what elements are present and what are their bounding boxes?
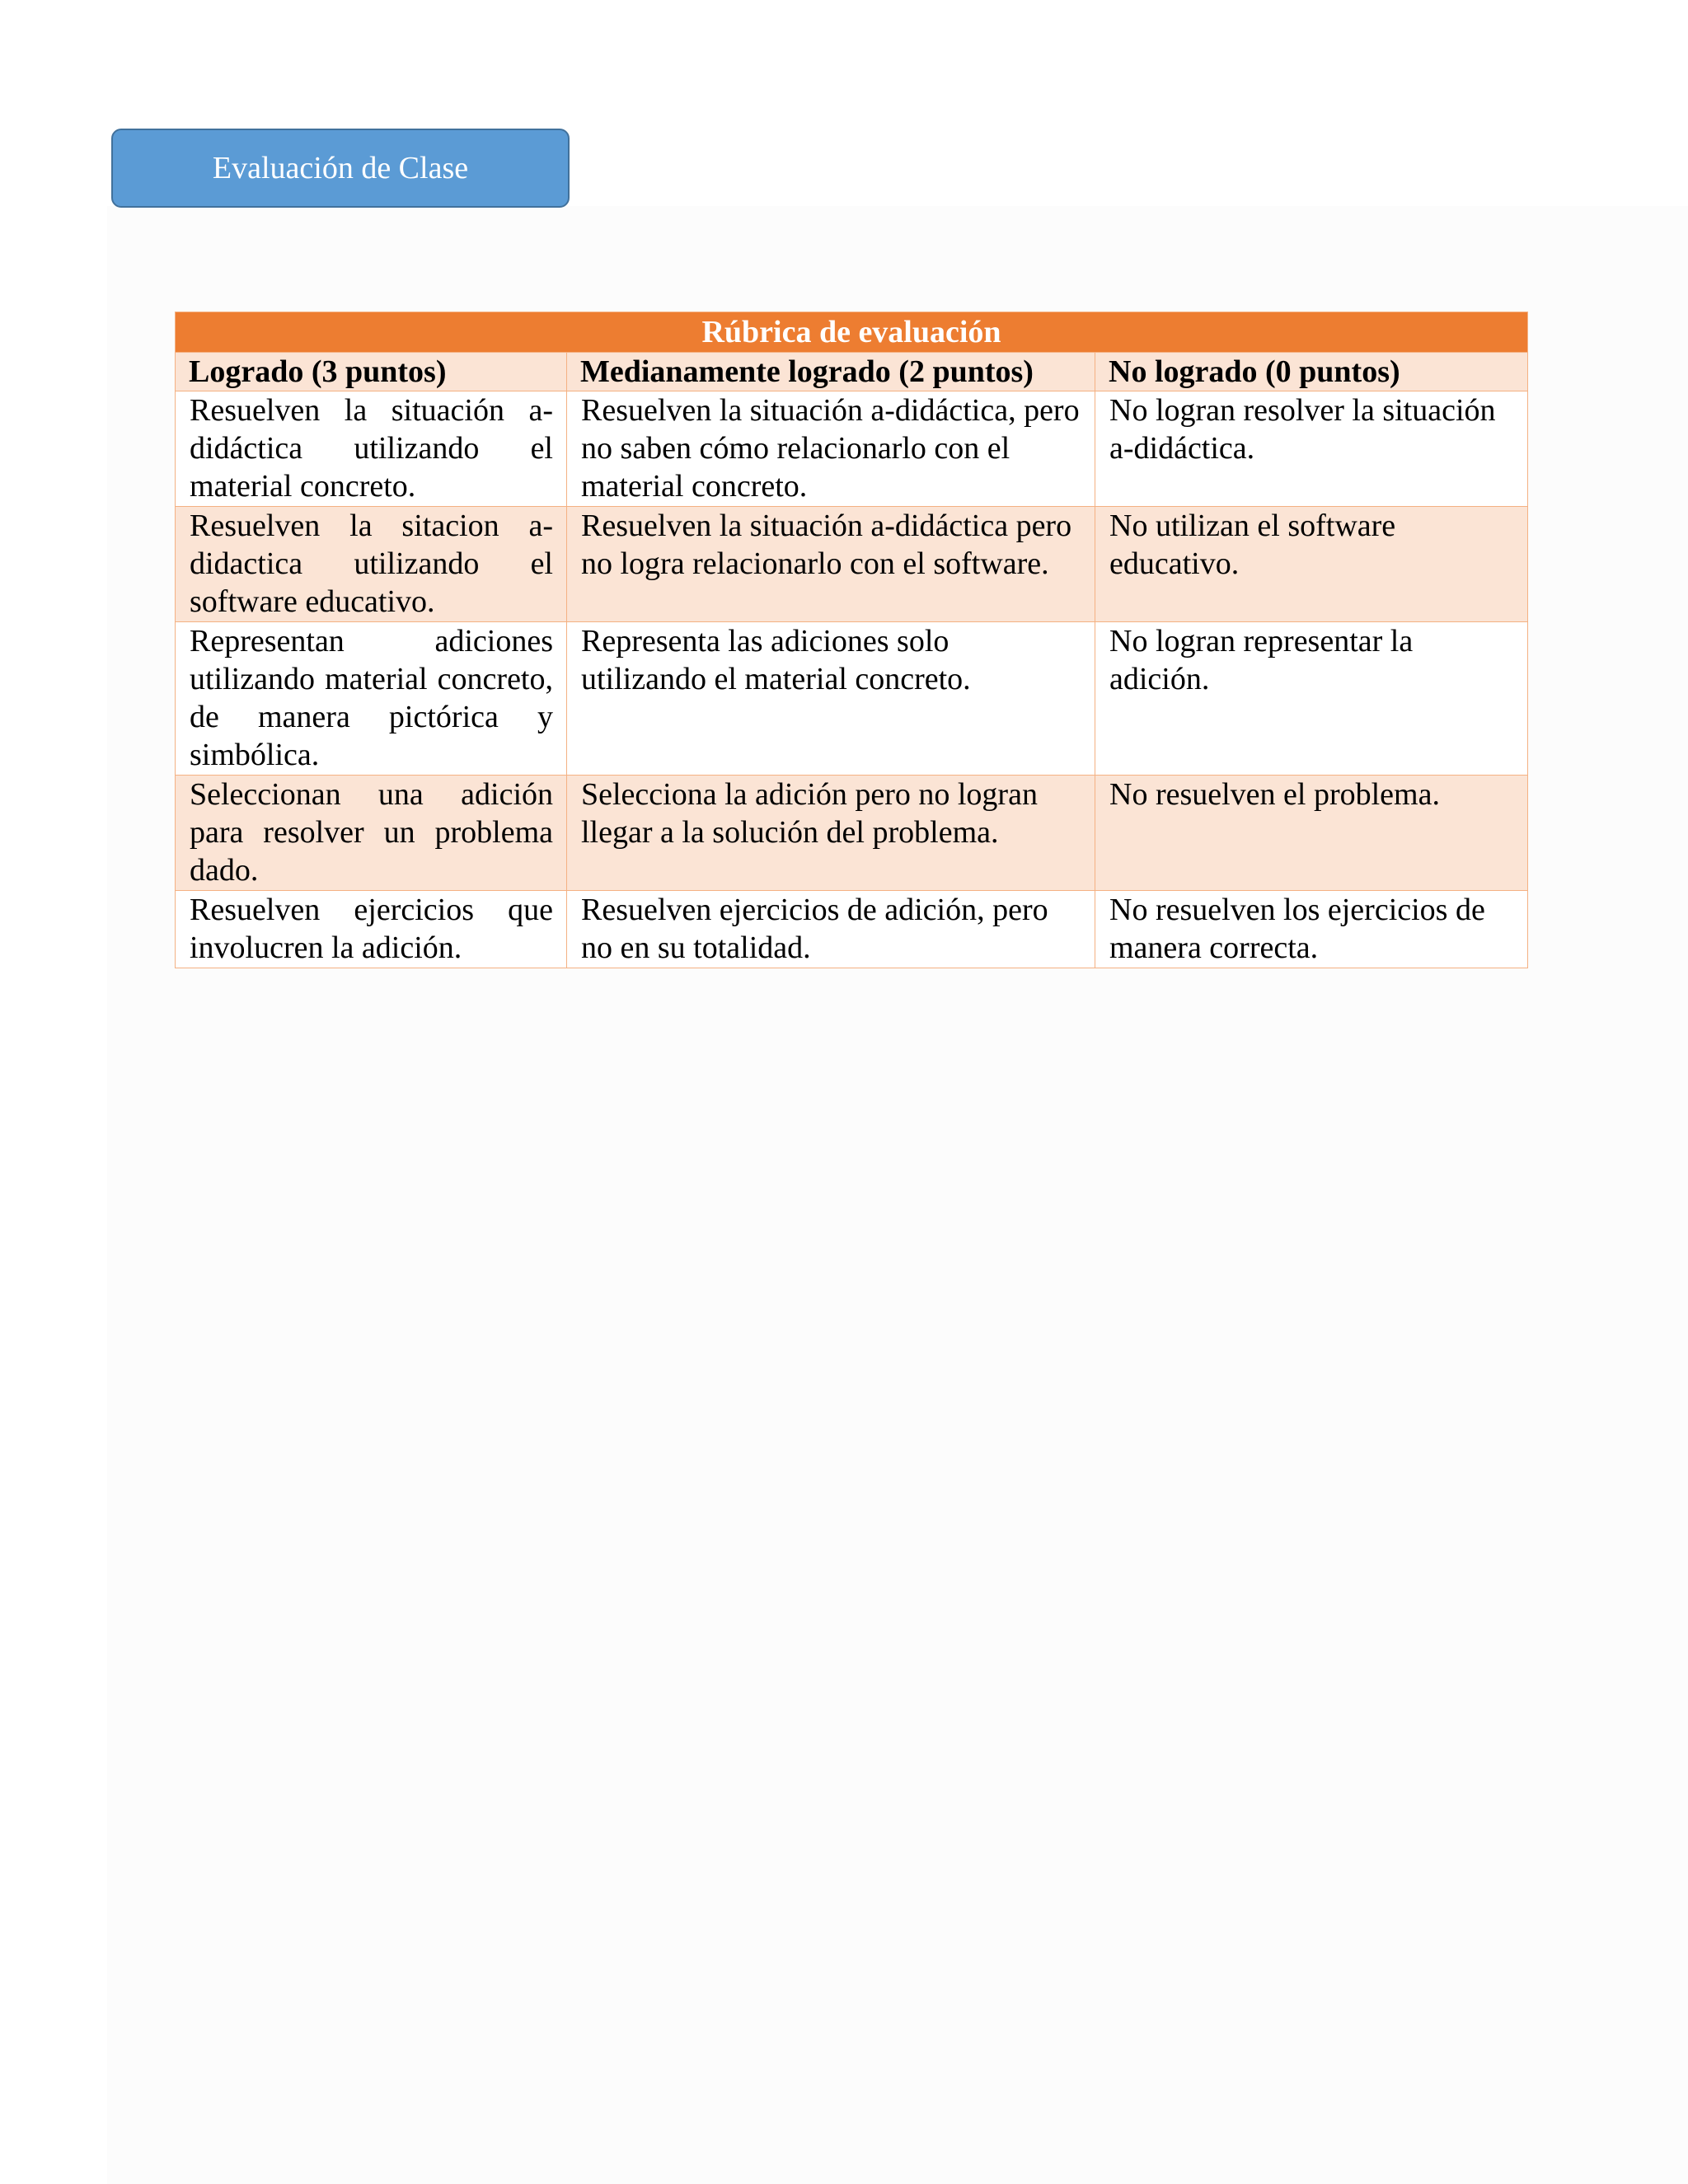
table-cell: No resuelven los ejercicios de manera correcta.	[1095, 891, 1528, 968]
table-cell: No logran resolver la situación a-didáctica.	[1095, 391, 1528, 507]
table-row	[176, 507, 1528, 622]
rubric-header-row	[176, 353, 1528, 391]
table-cell: Representan adiciones utilizando material concreto, de manera pictórica y simbólica.	[176, 622, 567, 776]
table-row	[176, 891, 1528, 968]
rubric-caption: Rúbrica de evaluación	[176, 312, 1528, 353]
table-cell: Seleccionan una adición para resolver un problema dado.	[176, 776, 567, 891]
table-row	[176, 391, 1528, 507]
table-cell: Resuelven la sitacion a-didactica utilizando el software educativo.	[176, 507, 567, 622]
table-cell: No utilizan el software educativo.	[1095, 507, 1528, 622]
table-row	[176, 622, 1528, 776]
table-cell: Resuelven la situación a-didáctica pero no logra relacionarlo con el software.	[567, 507, 1095, 622]
section-title: Evaluación de Clase	[212, 151, 469, 185]
table-cell: No logran representar la adición.	[1095, 622, 1528, 776]
table-cell: Representa las adiciones solo utilizando el material concreto.	[567, 622, 1095, 776]
table-cell: Resuelven la situación a-didáctica utilizando el material concreto.	[176, 391, 567, 507]
rubric-table	[175, 312, 1528, 968]
table-cell: Selecciona la adición pero no logran llegar a la solución del problema.	[567, 776, 1095, 891]
rubric-caption-row	[176, 312, 1528, 353]
table-cell: Resuelven ejercicios de adición, pero no en su totalidad.	[567, 891, 1095, 968]
table-cell: Resuelven la situación a-didáctica, pero no saben cómo relacionarlo con el material concreto.	[567, 391, 1095, 507]
column-header-no-logrado: No logrado (0 puntos)	[1095, 353, 1528, 391]
section-title-box	[111, 129, 570, 208]
column-header-logrado: Logrado (3 puntos)	[176, 353, 567, 391]
table-cell: No resuelven el problema.	[1095, 776, 1528, 891]
column-header-medianamente-logrado: Medianamente logrado (2 puntos)	[567, 353, 1095, 391]
table-cell: Resuelven ejercicios que involucren la adición.	[176, 891, 567, 968]
table-row	[176, 776, 1528, 891]
